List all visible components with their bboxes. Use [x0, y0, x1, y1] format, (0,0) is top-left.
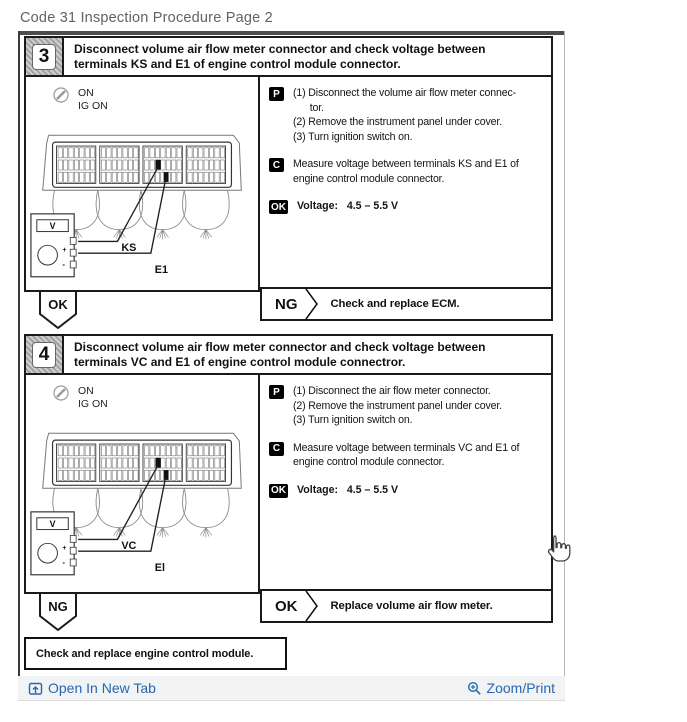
open-in-new-tab-icon — [28, 681, 43, 696]
connector-pin-field — [53, 444, 229, 537]
ignition-key-icon — [52, 384, 70, 402]
instruction-tag: P — [269, 87, 284, 101]
step-3-number-cell — [26, 38, 64, 75]
instruction-line: Voltage: 4.5 – 5.5 V — [297, 200, 399, 212]
ignition-key-icon — [52, 86, 70, 104]
terminal-a-label: VC — [121, 540, 137, 553]
instruction-line: Measure voltage between terminals VC and E1 of — [293, 441, 520, 454]
step-4-ok-branch — [260, 589, 553, 623]
step-3-number: 3 — [32, 44, 56, 70]
step-4-title: Disconnect volume air flow meter connector and check voltage between terminals VC and E1 of engine control module connectror. — [74, 340, 486, 369]
svg-text:V: V — [49, 221, 56, 232]
instruction-line: tor. — [293, 101, 324, 114]
instruction-line: (2) Remove the instrument panel under cover. — [293, 399, 502, 412]
svg-text:OK: OK — [48, 297, 68, 312]
svg-text:-: - — [62, 259, 66, 269]
instruction-tag: P — [269, 385, 284, 399]
svg-text:+: + — [62, 247, 67, 255]
instruction-block — [269, 384, 547, 428]
step-4-box — [24, 334, 553, 594]
step-4-number: 4 — [32, 342, 56, 368]
instruction-block — [269, 441, 547, 470]
step-4-ng-pointer — [38, 591, 78, 633]
condition-ignition: IG ON — [78, 100, 108, 112]
voltmeter — [31, 512, 76, 575]
branch-tag: NG — [275, 295, 298, 313]
step-3-header — [26, 38, 551, 77]
page-title: Code 31 Inspection Procedure Page 2 — [20, 10, 273, 26]
svg-text:-: - — [62, 557, 66, 567]
instruction-line: engine control module connector. — [293, 456, 445, 468]
branch-action: Replace volume air flow meter. — [330, 600, 493, 612]
open-in-new-tab-label: Open In New Tab — [48, 680, 156, 696]
zoom-in-icon — [467, 681, 482, 696]
step-3-diagram-panel — [26, 77, 260, 290]
step-4-header — [26, 336, 551, 375]
svg-text:V: V — [49, 519, 56, 530]
instruction-block — [269, 483, 547, 498]
step-3-title: Disconnect volume air flow meter connector and check voltage between terminals KS and E1 of engine control module connector. — [74, 42, 486, 71]
step-4-instructions — [260, 375, 551, 592]
condition-ignition: IG ON — [78, 398, 108, 410]
instruction-line: (3) Turn ignition switch on. — [293, 414, 413, 426]
instruction-tag: C — [269, 158, 284, 172]
instruction-line: Measure voltage between terminals KS and E1 of — [293, 158, 519, 170]
instruction-block — [269, 86, 547, 144]
instruction-block — [269, 157, 547, 186]
instruction-block — [269, 199, 547, 214]
ecm-connector-diagram — [27, 425, 257, 583]
viewer-footer — [18, 676, 565, 701]
connector-pin-field — [53, 146, 229, 239]
terminal-b-label: E1 — [154, 263, 168, 276]
condition-power: ON — [78, 87, 94, 99]
svg-text:NG: NG — [48, 599, 68, 614]
branch-chevron-icon — [305, 288, 319, 320]
step-3-ok-pointer — [38, 289, 78, 331]
open-in-new-tab-link[interactable] — [28, 680, 156, 696]
instruction-line: engine control module connector. — [293, 172, 445, 185]
scan-top-edge — [20, 31, 564, 35]
branch-chevron-icon — [305, 590, 319, 622]
instruction-line: (1) Disconnect the volume air flow meter connec- — [293, 87, 517, 99]
step-3-ng-branch — [260, 287, 553, 321]
step-3-instructions — [260, 77, 551, 290]
instruction-line: (2) Remove the instrument panel under cover. — [293, 116, 502, 128]
instruction-line: Voltage: 4.5 – 5.5 V — [297, 483, 399, 496]
step-4-diagram-panel — [26, 375, 260, 592]
instruction-tag: OK — [271, 201, 286, 213]
terminal-a-label: KS — [121, 242, 137, 255]
ecm-connector-diagram — [27, 127, 257, 285]
zoom-print-link[interactable] — [467, 680, 555, 696]
instruction-line: (1) Disconnect the air flow meter connector. — [293, 385, 491, 397]
scanned-document — [18, 31, 565, 676]
svg-text:+: + — [62, 545, 67, 553]
final-action-box: Check and replace engine control module. — [24, 637, 287, 670]
instruction-tag: C — [269, 442, 284, 456]
step-4-number-cell — [26, 336, 64, 373]
voltmeter — [31, 214, 76, 277]
condition-power: ON — [78, 385, 94, 397]
instruction-tag: OK — [271, 485, 286, 496]
zoom-print-label: Zoom/Print — [486, 680, 555, 696]
terminal-b-label: El — [154, 561, 165, 574]
step-3-box — [24, 36, 553, 292]
branch-tag: OK — [275, 597, 298, 615]
branch-action: Check and replace ECM. — [330, 298, 460, 310]
instruction-line: (3) Turn ignition switch on. — [293, 130, 413, 143]
